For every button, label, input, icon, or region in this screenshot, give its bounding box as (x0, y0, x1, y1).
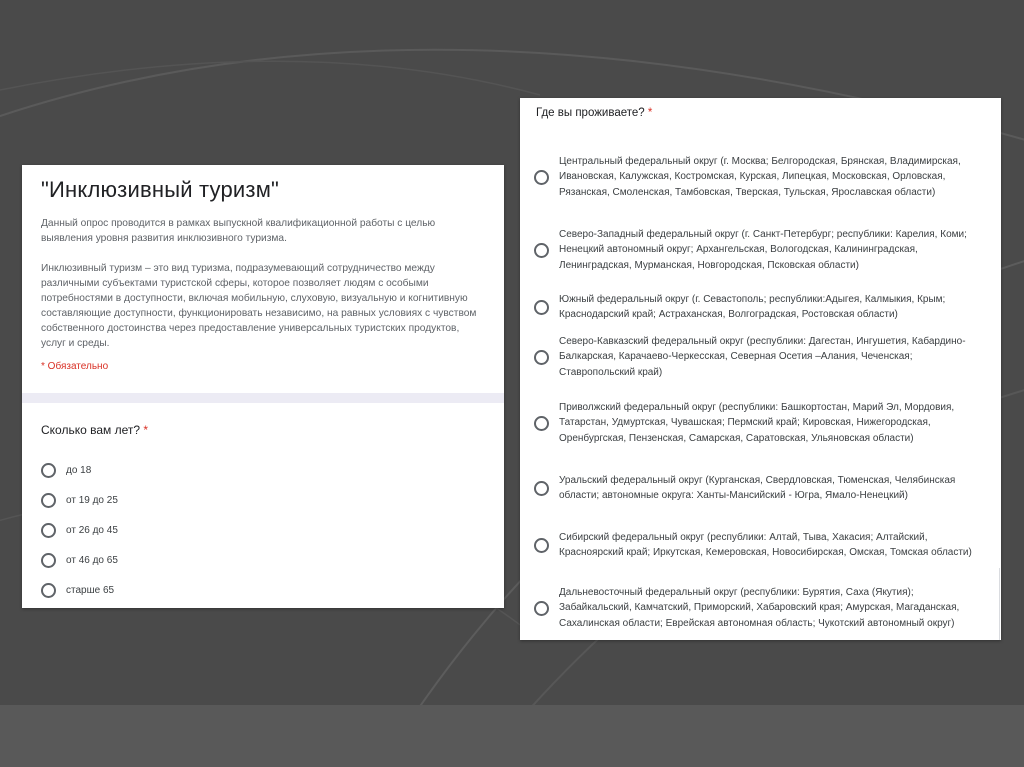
age-option[interactable] (41, 575, 118, 605)
region-option-label: Уральский федеральный округ (Курганская, Свердловская, Тюменская, Челябинская области; автономные округа: Ханты-Мансийский - Югра, Ямало-Ненецкий) (559, 474, 956, 501)
region-option[interactable] (534, 460, 989, 516)
radio-button[interactable] (534, 170, 549, 185)
region-option[interactable] (534, 516, 989, 574)
required-note: * Обязательно (41, 361, 109, 372)
age-option[interactable] (41, 485, 118, 515)
region-option-label: Дальневосточный федеральный округ (республики: Бурятия, Саха (Якутия); Забайкальский, Камчатский, Приморский, Хабаровский края; Амурская, Магаданская, Сахалинская области; Еврейская автономная область; Чукотский автономный округ) (559, 587, 960, 629)
radio-button[interactable] (534, 538, 549, 553)
bottom-band (0, 705, 1024, 767)
radio-button[interactable] (534, 243, 549, 258)
radio-button[interactable] (41, 463, 56, 478)
region-options (534, 140, 989, 642)
age-option-label: старше 65 (66, 584, 115, 596)
age-option[interactable] (41, 545, 118, 575)
region-option-label: Южный федеральный округ (г. Севастополь; республики:Адыгея, Калмыкия, Крым; Краснодарский край; Астраханская, Волгоградская, Ростовская области) (559, 293, 946, 320)
region-option-label: Сибирский федеральный округ (республики: Алтай, Тыва, Хакасия; Алтайский, Красноярский край; Иркутская, Кемеровская, Новосибирская, Омская, Томская области) (559, 531, 972, 558)
age-question-text: Сколько вам лет? (41, 423, 141, 437)
radio-button[interactable] (41, 583, 56, 598)
form-header-card (22, 165, 504, 608)
radio-button[interactable] (534, 300, 549, 315)
region-option[interactable] (534, 214, 989, 286)
form-description-paragraph-1: Данный опрос проводится в рамках выпускной квалификационной работы с целью выявления уровня развития инклюзивного туризма. (41, 218, 436, 244)
section-divider (22, 393, 504, 403)
radio-button[interactable] (534, 601, 549, 616)
region-option-label: Центральный федеральный округ (г. Москва; Белгородская, Брянская, Владимирская, Ивановская, Калужская, Костромская, Курская, Липецкая, Московская, Орловская, Рязанская, Смоленская, Тамбовская, Тверская, Тульская, Ярославская области) (559, 156, 961, 198)
age-option[interactable] (41, 515, 118, 545)
radio-button[interactable] (534, 350, 549, 365)
radio-button[interactable] (534, 416, 549, 431)
radio-button[interactable] (41, 523, 56, 538)
region-option-label: Приволжский федеральный округ (республики: Башкортостан, Марий Эл, Мордовия, Татарстан, Удмуртская, Чувашская; Пермский край; Кировская, Нижегородская, Оренбургская, Пензенская, Самарская, Саратовская, Ульяновская области) (559, 402, 955, 444)
region-option[interactable] (534, 140, 989, 214)
form-description-paragraph-2: Инклюзивный туризм – это вид туризма, подразумевающий сотрудничество между различными субъектами туристской сферы, которое позволяет людям с особыми потребностями в доступности, включая мобильную, слуховую, визуальную и когнитивную составляющие доступности, функционировать независимо, на равных условиях с чувством собственного достоинства через предоставление универсальных туристских продуктов, услуг и среды. (41, 263, 477, 349)
region-option[interactable] (534, 328, 989, 386)
age-option[interactable] (41, 455, 118, 485)
required-star: * (143, 423, 149, 437)
region-option[interactable] (534, 574, 989, 642)
form-description (41, 216, 486, 366)
radio-button[interactable] (41, 553, 56, 568)
region-option[interactable] (534, 286, 989, 328)
region-option[interactable] (534, 386, 989, 460)
residence-question-title (536, 107, 652, 119)
age-option-label: до 18 (66, 464, 92, 476)
region-option-label: Северо-Кавказский федеральный округ (республики: Дагестан, Ингушетия, Кабардино-Балкарская, Карачаево-Черкесская, Северная Осетия –Алания, Чеченская; Ставропольский край) (559, 336, 966, 378)
scrollbar[interactable] (999, 568, 1000, 640)
age-option-label: от 46 до 65 (66, 554, 118, 566)
age-question-title (41, 423, 148, 437)
radio-button[interactable] (534, 481, 549, 496)
age-option-label: от 26 до 45 (66, 524, 118, 536)
region-option-label: Северо-Западный федеральный округ (г. Санкт-Петербург; республики: Карелия, Коми; Ненецкий автономный округ; Архангельская, Вологодская, Калининградская, Ленинградская, Мурманская, Новгородская, Псковская области) (559, 229, 967, 271)
age-option-label: от 19 до 25 (66, 494, 118, 506)
residence-question-card (520, 98, 1001, 640)
form-title: "Инклюзивный туризм" (41, 177, 280, 202)
required-star: * (647, 107, 653, 119)
age-options (41, 455, 118, 605)
residence-question-text: Где вы проживаете? (536, 107, 645, 119)
radio-button[interactable] (41, 493, 56, 508)
